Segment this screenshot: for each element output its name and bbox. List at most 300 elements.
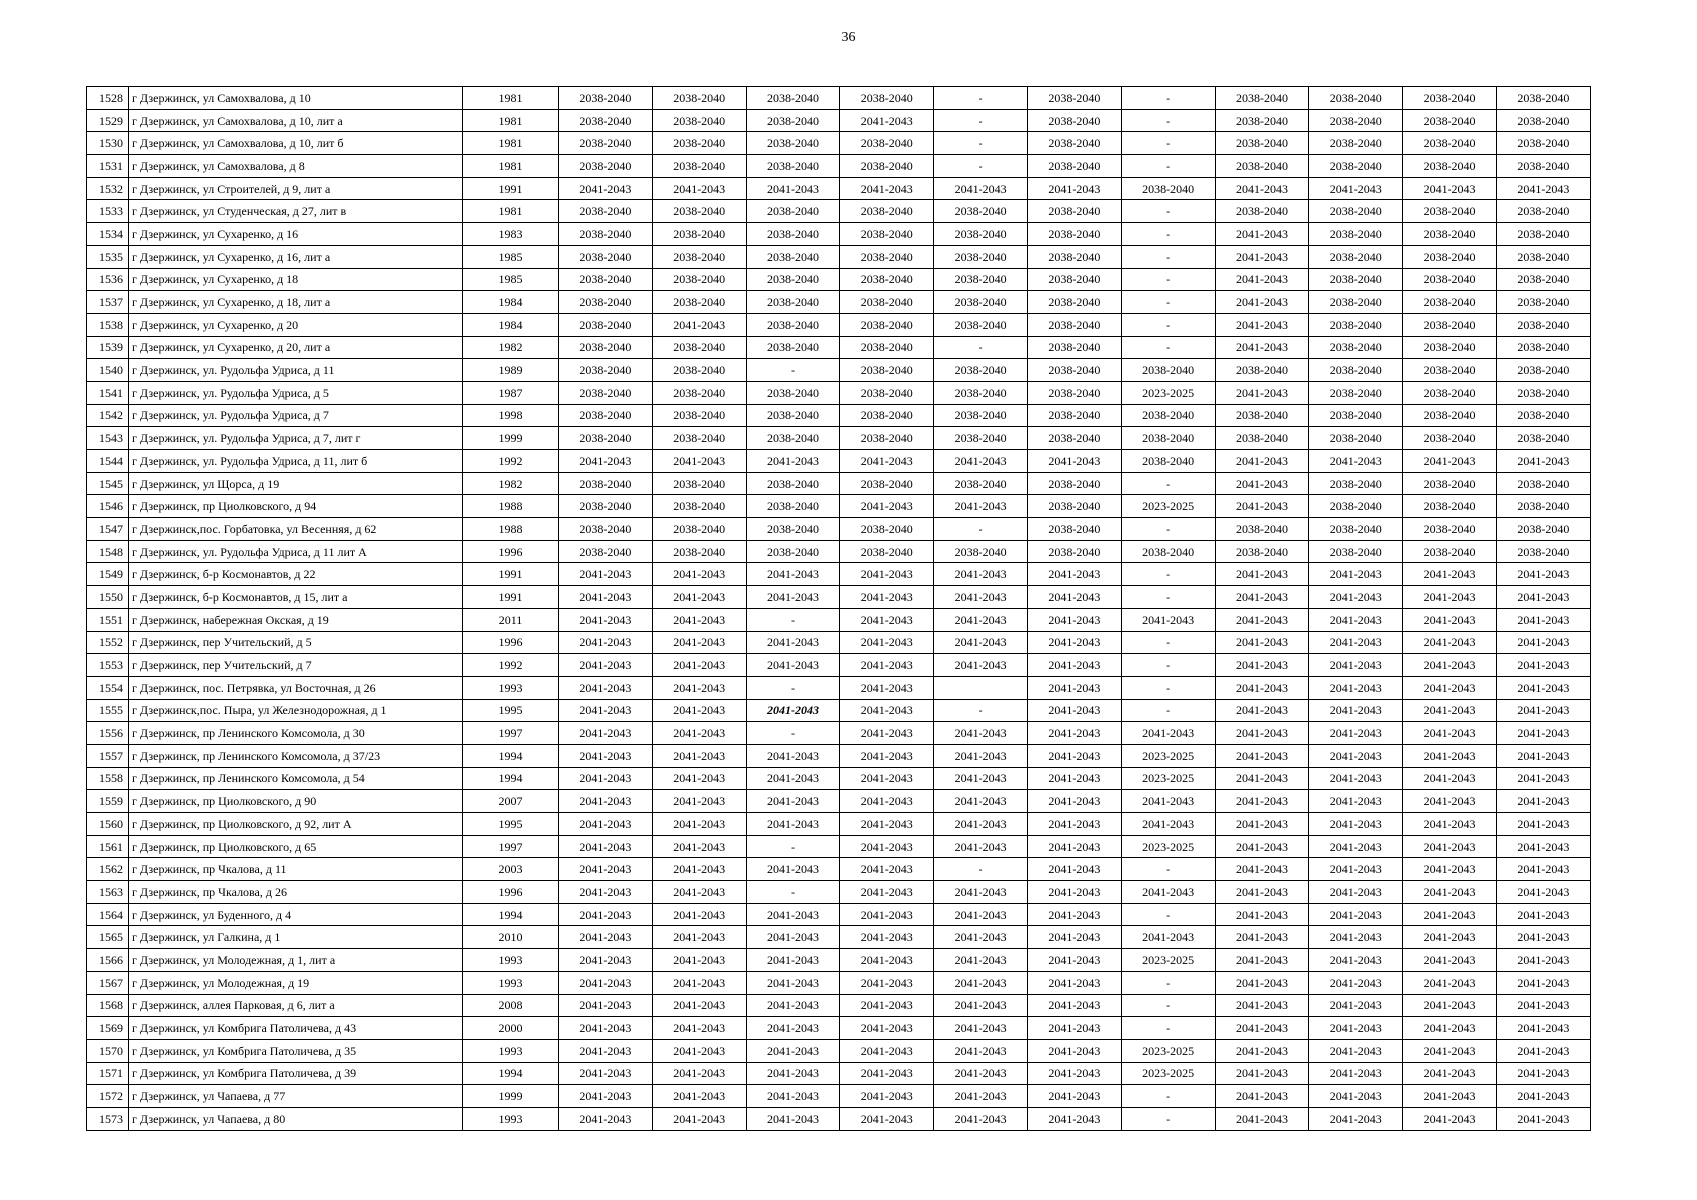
value-cell: - — [934, 109, 1028, 132]
address-cell: г Дзержинск, ул Комбрига Патоличева, д 43 — [129, 1017, 463, 1040]
table-row — [87, 608, 1591, 631]
value-cell: 2041-2043 — [1403, 608, 1497, 631]
row-number-cell: 1536 — [87, 268, 129, 291]
value-cell: - — [1121, 971, 1215, 994]
value-cell: 2038-2040 — [652, 336, 746, 359]
row-number-cell: 1540 — [87, 359, 129, 382]
address-cell: г Дзержинск, пер Учительский, д 5 — [129, 631, 463, 654]
value-cell: 2041-2043 — [746, 1085, 840, 1108]
value-cell: 2041-2043 — [1496, 1107, 1590, 1130]
table-row — [87, 109, 1591, 132]
value-cell: 2041-2043 — [934, 835, 1028, 858]
value-cell: 2038-2040 — [1309, 245, 1403, 268]
value-cell: 2041-2043 — [1027, 586, 1121, 609]
value-cell: 2038-2040 — [1403, 313, 1497, 336]
value-cell: - — [746, 881, 840, 904]
value-cell: 2041-2043 — [1403, 949, 1497, 972]
table-row — [87, 359, 1591, 382]
year-cell: 1981 — [463, 155, 559, 178]
value-cell: 2038-2040 — [652, 359, 746, 382]
value-cell: 2041-2043 — [934, 767, 1028, 790]
value-cell: 2041-2043 — [1403, 450, 1497, 473]
value-cell: 2041-2043 — [840, 903, 934, 926]
value-cell: 2038-2040 — [1496, 87, 1590, 110]
year-cell: 1981 — [463, 132, 559, 155]
value-cell: 2041-2043 — [1027, 676, 1121, 699]
value-cell: 2041-2043 — [1215, 563, 1309, 586]
value-cell: 2038-2040 — [1215, 200, 1309, 223]
value-cell: 2041-2043 — [1027, 450, 1121, 473]
value-cell: 2038-2040 — [652, 472, 746, 495]
value-cell: 2041-2043 — [1309, 881, 1403, 904]
value-cell: 2041-2043 — [1215, 1062, 1309, 1085]
table-row — [87, 699, 1591, 722]
value-cell: 2038-2040 — [1027, 336, 1121, 359]
value-cell: 2041-2043 — [1496, 835, 1590, 858]
value-cell: 2041-2043 — [652, 813, 746, 836]
value-cell: 2041-2043 — [934, 495, 1028, 518]
row-number-cell: 1558 — [87, 767, 129, 790]
value-cell: 2038-2040 — [1027, 223, 1121, 246]
value-cell: - — [746, 676, 840, 699]
value-cell: 2038-2040 — [840, 404, 934, 427]
value-cell: 2041-2043 — [746, 563, 840, 586]
value-cell: 2038-2040 — [1403, 109, 1497, 132]
value-cell: 2038-2040 — [746, 132, 840, 155]
year-cell: 2003 — [463, 858, 559, 881]
address-cell: г Дзержинск, пр Циолковского, д 65 — [129, 835, 463, 858]
year-cell: 1994 — [463, 1062, 559, 1085]
value-cell: 2023-2025 — [1121, 495, 1215, 518]
value-cell: 2038-2040 — [559, 87, 653, 110]
table-row — [87, 767, 1591, 790]
value-cell: 2038-2040 — [1027, 109, 1121, 132]
value-cell: 2041-2043 — [652, 767, 746, 790]
value-cell: 2038-2040 — [652, 132, 746, 155]
value-cell: 2041-2043 — [746, 790, 840, 813]
value-cell: 2041-2043 — [1215, 472, 1309, 495]
value-cell: 2038-2040 — [1309, 336, 1403, 359]
value-cell: - — [1121, 1107, 1215, 1130]
value-cell: 2038-2040 — [1403, 472, 1497, 495]
value-cell: 2041-2043 — [1309, 926, 1403, 949]
value-cell: 2041-2043 — [1215, 722, 1309, 745]
value-cell: 2038-2040 — [1027, 313, 1121, 336]
value-cell: 2038-2040 — [559, 313, 653, 336]
value-cell: 2041-2043 — [652, 1039, 746, 1062]
value-cell: 2038-2040 — [1403, 291, 1497, 314]
address-cell: г Дзержинск, ул Студенческая, д 27, лит в — [129, 200, 463, 223]
value-cell: 2041-2043 — [652, 631, 746, 654]
value-cell: 2041-2043 — [1215, 699, 1309, 722]
value-cell: 2041-2043 — [1309, 450, 1403, 473]
value-cell: 2041-2043 — [934, 994, 1028, 1017]
value-cell: 2038-2040 — [652, 200, 746, 223]
address-cell: г Дзержинск, ул Чапаева, д 80 — [129, 1107, 463, 1130]
page-number: 36 — [841, 30, 856, 45]
value-cell: 2041-2043 — [746, 994, 840, 1017]
year-cell: 1994 — [463, 744, 559, 767]
value-cell: 2041-2043 — [652, 586, 746, 609]
table-row — [87, 495, 1591, 518]
row-number-cell: 1570 — [87, 1039, 129, 1062]
table-row — [87, 971, 1591, 994]
value-cell: 2041-2043 — [1027, 813, 1121, 836]
year-cell: 1984 — [463, 313, 559, 336]
address-cell: г Дзержинск,пос. Пыра, ул Железнодорожная, д 1 — [129, 699, 463, 722]
value-cell: 2041-2043 — [1309, 767, 1403, 790]
value-cell: 2041-2043 — [934, 631, 1028, 654]
address-cell: г Дзержинск, пр Чкалова, д 11 — [129, 858, 463, 881]
value-cell: 2038-2040 — [840, 518, 934, 541]
value-cell: 2041-2043 — [746, 654, 840, 677]
value-cell: 2038-2040 — [652, 518, 746, 541]
value-cell: 2041-2043 — [1027, 790, 1121, 813]
table-row — [87, 540, 1591, 563]
value-cell: 2041-2043 — [1309, 994, 1403, 1017]
value-cell: 2041-2043 — [1309, 790, 1403, 813]
value-cell: 2038-2040 — [1027, 404, 1121, 427]
year-cell: 1993 — [463, 676, 559, 699]
year-cell: 1988 — [463, 495, 559, 518]
row-number-cell: 1546 — [87, 495, 129, 518]
value-cell: 2041-2043 — [1309, 744, 1403, 767]
table-row — [87, 1107, 1591, 1130]
value-cell: 2038-2040 — [1496, 245, 1590, 268]
value-cell: 2041-2043 — [1403, 1107, 1497, 1130]
value-cell: 2041-2043 — [1309, 1062, 1403, 1085]
value-cell: 2038-2040 — [1027, 472, 1121, 495]
value-cell: 2041-2043 — [840, 586, 934, 609]
value-cell: 2041-2043 — [1215, 313, 1309, 336]
value-cell: 2038-2040 — [652, 404, 746, 427]
value-cell: 2041-2043 — [559, 994, 653, 1017]
year-cell: 1995 — [463, 813, 559, 836]
row-number-cell: 1561 — [87, 835, 129, 858]
address-cell: г Дзержинск, пр Чкалова, д 26 — [129, 881, 463, 904]
address-cell: г Дзержинск, ул. Рудольфа Удриса, д 7 — [129, 404, 463, 427]
value-cell: - — [1121, 994, 1215, 1017]
value-cell: 2038-2040 — [934, 223, 1028, 246]
row-number-cell: 1545 — [87, 472, 129, 495]
year-cell: 1993 — [463, 1039, 559, 1062]
address-cell: г Дзержинск, пр Ленинского Комсомола, д 30 — [129, 722, 463, 745]
value-cell: 2038-2040 — [559, 109, 653, 132]
value-cell: 2038-2040 — [1121, 359, 1215, 382]
value-cell: 2038-2040 — [1496, 223, 1590, 246]
value-cell: 2038-2040 — [1496, 427, 1590, 450]
value-cell: 2041-2043 — [1215, 676, 1309, 699]
year-cell: 1985 — [463, 245, 559, 268]
value-cell: 2041-2043 — [1215, 336, 1309, 359]
row-number-cell: 1568 — [87, 994, 129, 1017]
value-cell: 2038-2040 — [652, 155, 746, 178]
value-cell: 2038-2040 — [1027, 495, 1121, 518]
value-cell: 2041-2043 — [840, 608, 934, 631]
value-cell: 2041-2043 — [559, 563, 653, 586]
value-cell: 2038-2040 — [746, 518, 840, 541]
address-cell: г Дзержинск, пр Циолковского, д 94 — [129, 495, 463, 518]
value-cell: 2041-2043 — [1403, 563, 1497, 586]
value-cell: - — [1121, 1085, 1215, 1108]
value-cell: 2041-2043 — [934, 608, 1028, 631]
value-cell: 2038-2040 — [559, 518, 653, 541]
value-cell: 2038-2040 — [1496, 132, 1590, 155]
table-body — [87, 87, 1591, 1131]
address-cell: г Дзержинск, пр Циолковского, д 92, лит А — [129, 813, 463, 836]
value-cell: 2041-2043 — [1403, 699, 1497, 722]
value-cell: 2041-2043 — [1309, 631, 1403, 654]
value-cell: 2041-2043 — [559, 1107, 653, 1130]
year-cell: 1988 — [463, 518, 559, 541]
address-cell: г Дзержинск, ул Самохвалова, д 10, лит б — [129, 132, 463, 155]
value-cell: 2038-2040 — [652, 223, 746, 246]
value-cell: 2041-2043 — [1215, 926, 1309, 949]
value-cell: 2041-2043 — [746, 1017, 840, 1040]
value-cell: 2038-2040 — [1215, 427, 1309, 450]
value-cell: 2038-2040 — [559, 132, 653, 155]
value-cell: 2038-2040 — [746, 540, 840, 563]
value-cell: 2041-2043 — [840, 926, 934, 949]
value-cell: 2041-2043 — [1496, 813, 1590, 836]
value-cell: 2041-2043 — [1496, 450, 1590, 473]
value-cell: 2041-2043 — [840, 563, 934, 586]
value-cell: 2041-2043 — [652, 654, 746, 677]
value-cell: 2038-2040 — [1309, 313, 1403, 336]
value-cell: 2038-2040 — [1215, 359, 1309, 382]
year-cell: 2010 — [463, 926, 559, 949]
value-cell: 2041-2043 — [559, 971, 653, 994]
value-cell: 2041-2043 — [559, 631, 653, 654]
value-cell: 2038-2040 — [840, 200, 934, 223]
value-cell: 2041-2043 — [559, 949, 653, 972]
value-cell: 2041-2043 — [1403, 1062, 1497, 1085]
table-row — [87, 313, 1591, 336]
value-cell: 2023-2025 — [1121, 835, 1215, 858]
row-number-cell: 1556 — [87, 722, 129, 745]
value-cell: 2041-2043 — [1121, 926, 1215, 949]
value-cell: 2041-2043 — [559, 1017, 653, 1040]
year-cell: 2007 — [463, 790, 559, 813]
address-cell: г Дзержинск, ул. Рудольфа Удриса, д 11 лит А — [129, 540, 463, 563]
value-cell: 2041-2043 — [840, 109, 934, 132]
value-cell: 2041-2043 — [559, 586, 653, 609]
value-cell: 2038-2040 — [559, 200, 653, 223]
value-cell: - — [1121, 155, 1215, 178]
value-cell: 2038-2040 — [1215, 155, 1309, 178]
value-cell: 2038-2040 — [1403, 132, 1497, 155]
value-cell: - — [1121, 563, 1215, 586]
address-cell: г Дзержинск, ул Галкина, д 1 — [129, 926, 463, 949]
value-cell: 2041-2043 — [1121, 608, 1215, 631]
value-cell: - — [1121, 87, 1215, 110]
row-number-cell: 1529 — [87, 109, 129, 132]
value-cell: 2041-2043 — [652, 903, 746, 926]
value-cell: - — [746, 835, 840, 858]
value-cell: 2041-2043 — [1403, 903, 1497, 926]
value-cell: 2041-2043 — [1215, 881, 1309, 904]
year-cell: 1992 — [463, 450, 559, 473]
value-cell: 2041-2043 — [652, 949, 746, 972]
address-cell: г Дзержинск, ул. Рудольфа Удриса, д 5 — [129, 381, 463, 404]
value-cell: 2041-2043 — [1496, 881, 1590, 904]
value-cell: 2041-2043 — [1215, 1107, 1309, 1130]
value-cell: - — [1121, 631, 1215, 654]
value-cell: 2041-2043 — [652, 881, 746, 904]
table-row — [87, 155, 1591, 178]
value-cell: 2041-2043 — [1121, 813, 1215, 836]
value-cell: 2041-2043 — [1215, 654, 1309, 677]
value-cell: 2041-2043 — [1215, 971, 1309, 994]
value-cell: 2038-2040 — [559, 472, 653, 495]
value-cell: 2041-2043 — [934, 586, 1028, 609]
value-cell: 2041-2043 — [559, 654, 653, 677]
year-cell: 1993 — [463, 949, 559, 972]
value-cell: 2041-2043 — [559, 608, 653, 631]
value-cell: 2041-2043 — [1215, 381, 1309, 404]
value-cell: 2041-2043 — [1403, 1085, 1497, 1108]
year-cell: 1989 — [463, 359, 559, 382]
table-row — [87, 881, 1591, 904]
year-cell: 1996 — [463, 540, 559, 563]
value-cell: 2041-2043 — [652, 563, 746, 586]
value-cell: 2041-2043 — [652, 858, 746, 881]
value-cell: - — [1121, 676, 1215, 699]
value-cell: 2041-2043 — [746, 586, 840, 609]
row-number-cell: 1572 — [87, 1085, 129, 1108]
value-cell: 2041-2043 — [1496, 971, 1590, 994]
value-cell: 2023-2025 — [1121, 1062, 1215, 1085]
value-cell: 2038-2040 — [1309, 472, 1403, 495]
value-cell: 2041-2043 — [1403, 813, 1497, 836]
year-cell: 1991 — [463, 563, 559, 586]
address-cell: г Дзержинск, ул Самохвалова, д 10 — [129, 87, 463, 110]
value-cell: 2041-2043 — [1403, 994, 1497, 1017]
value-cell: 2041-2043 — [1496, 608, 1590, 631]
table-row — [87, 336, 1591, 359]
value-cell: - — [1121, 858, 1215, 881]
address-cell: г Дзержинск, ул Сухаренко, д 18, лит а — [129, 291, 463, 314]
value-cell: 2041-2043 — [559, 722, 653, 745]
row-number-cell: 1535 — [87, 245, 129, 268]
value-cell: 2041-2043 — [652, 994, 746, 1017]
address-cell: г Дзержинск, ул Сухаренко, д 20, лит а — [129, 336, 463, 359]
value-cell: - — [1121, 586, 1215, 609]
value-cell: 2041-2043 — [559, 676, 653, 699]
value-cell: 2041-2043 — [652, 790, 746, 813]
value-cell: - — [1121, 699, 1215, 722]
value-cell: 2041-2043 — [559, 1039, 653, 1062]
value-cell: 2041-2043 — [746, 813, 840, 836]
value-cell: 2041-2043 — [559, 177, 653, 200]
value-cell: - — [1121, 223, 1215, 246]
year-cell: 1992 — [463, 654, 559, 677]
value-cell: 2038-2040 — [1496, 359, 1590, 382]
value-cell: 2038-2040 — [1496, 109, 1590, 132]
value-cell: 2041-2043 — [652, 1085, 746, 1108]
value-cell: 2041-2043 — [652, 676, 746, 699]
value-cell: 2038-2040 — [934, 245, 1028, 268]
value-cell: 2041-2043 — [559, 767, 653, 790]
value-cell: 2038-2040 — [934, 472, 1028, 495]
address-cell: г Дзержинск, ул Буденного, д 4 — [129, 903, 463, 926]
year-cell: 1981 — [463, 109, 559, 132]
year-cell: 1993 — [463, 971, 559, 994]
value-cell: 2041-2043 — [1215, 790, 1309, 813]
value-cell: 2041-2043 — [1027, 903, 1121, 926]
value-cell: 2038-2040 — [1496, 313, 1590, 336]
value-cell: 2041-2043 — [1496, 949, 1590, 972]
value-cell: 2041-2043 — [1403, 790, 1497, 813]
row-number-cell: 1547 — [87, 518, 129, 541]
table-row — [87, 722, 1591, 745]
year-cell: 1997 — [463, 835, 559, 858]
address-cell: г Дзержинск, пер Учительский, д 7 — [129, 654, 463, 677]
value-cell: 2038-2040 — [1027, 291, 1121, 314]
value-cell: 2041-2043 — [652, 971, 746, 994]
value-cell: 2041-2043 — [1496, 767, 1590, 790]
value-cell: 2041-2043 — [1496, 1062, 1590, 1085]
value-cell: 2038-2040 — [840, 268, 934, 291]
row-number-cell: 1531 — [87, 155, 129, 178]
value-cell: 2038-2040 — [1309, 359, 1403, 382]
value-cell: 2038-2040 — [840, 87, 934, 110]
value-cell: 2038-2040 — [1496, 404, 1590, 427]
value-cell: - — [1121, 654, 1215, 677]
value-cell: 2038-2040 — [840, 472, 934, 495]
table-row — [87, 132, 1591, 155]
value-cell: 2041-2043 — [1309, 563, 1403, 586]
value-cell: 2038-2040 — [652, 381, 746, 404]
value-cell: 2038-2040 — [1121, 540, 1215, 563]
value-cell: 2041-2043 — [1309, 654, 1403, 677]
value-cell: 2041-2043 — [840, 450, 934, 473]
address-cell: г Дзержинск, ул Комбрига Патоличева, д 39 — [129, 1062, 463, 1085]
value-cell: 2041-2043 — [1309, 813, 1403, 836]
value-cell: 2038-2040 — [1309, 495, 1403, 518]
row-number-cell: 1559 — [87, 790, 129, 813]
value-cell: 2038-2040 — [1496, 472, 1590, 495]
value-cell: 2041-2043 — [1496, 631, 1590, 654]
value-cell: 2038-2040 — [746, 245, 840, 268]
value-cell: 2038-2040 — [1309, 87, 1403, 110]
value-cell: 2038-2040 — [1496, 336, 1590, 359]
value-cell: 2041-2043 — [1215, 223, 1309, 246]
value-cell: - — [746, 608, 840, 631]
value-cell: 2041-2043 — [1215, 949, 1309, 972]
value-cell: - — [746, 722, 840, 745]
value-cell: 2041-2043 — [652, 926, 746, 949]
value-cell: 2038-2040 — [746, 109, 840, 132]
value-cell: 2038-2040 — [840, 336, 934, 359]
value-cell: - — [1121, 903, 1215, 926]
table-row — [87, 858, 1591, 881]
year-cell: 1993 — [463, 1107, 559, 1130]
value-cell: 2041-2043 — [840, 699, 934, 722]
table-row — [87, 563, 1591, 586]
value-cell: 2038-2040 — [559, 381, 653, 404]
value-cell: 2041-2043 — [1403, 744, 1497, 767]
value-cell: - — [1121, 268, 1215, 291]
value-cell: 2041-2043 — [1309, 699, 1403, 722]
value-cell: 2038-2040 — [1309, 540, 1403, 563]
year-cell: 1983 — [463, 223, 559, 246]
value-cell: 2041-2043 — [1027, 994, 1121, 1017]
year-cell: 1991 — [463, 586, 559, 609]
value-cell: 2038-2040 — [840, 381, 934, 404]
value-cell: 2041-2043 — [1027, 1039, 1121, 1062]
value-cell: - — [934, 518, 1028, 541]
